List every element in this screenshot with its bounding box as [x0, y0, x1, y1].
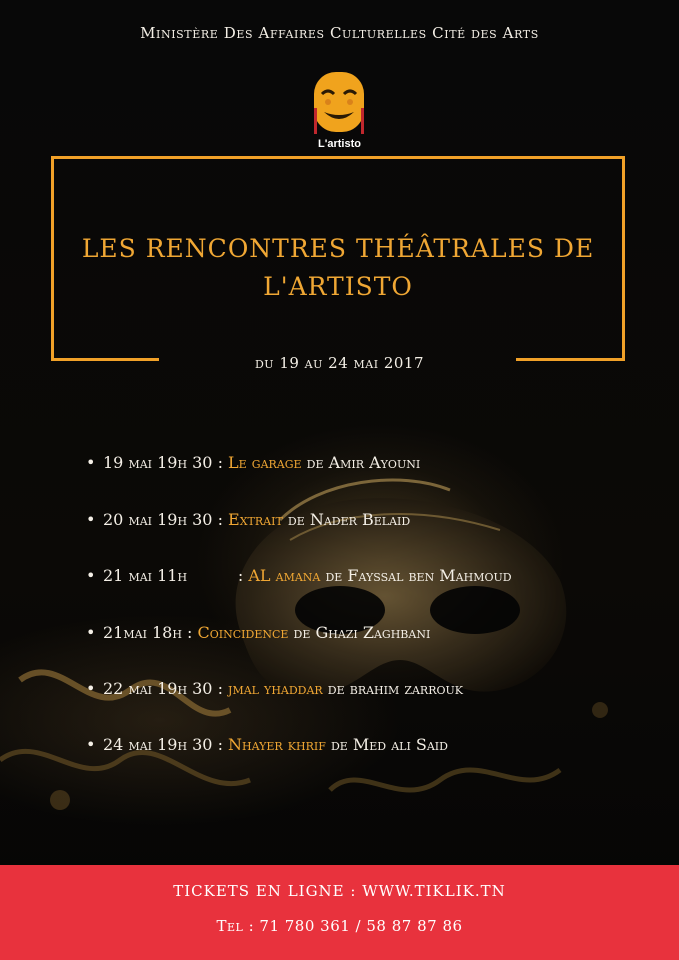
- schedule-item: [86, 510, 410, 529]
- bullet-icon: •: [86, 735, 96, 754]
- logo-text: L'artisto: [318, 138, 361, 150]
- bullet-icon: •: [86, 453, 96, 472]
- play-author: de Ghazi Zaghbani: [288, 623, 431, 642]
- schedule-time: 21 mai 11h :: [103, 566, 249, 585]
- schedule-item: [86, 679, 463, 698]
- event-dates: du 19 au 24 mai 2017: [254, 354, 425, 372]
- frame-border-left: [51, 156, 54, 361]
- frame-border-right: [622, 156, 625, 361]
- tickets-online-text: TICKETS EN LIGNE : WWW.TIKLIK.TN: [173, 882, 506, 900]
- event-title: [60, 230, 616, 306]
- schedule-item: [86, 453, 420, 472]
- schedule-item: [86, 566, 512, 585]
- play-title: Coincidence: [197, 623, 289, 642]
- phone-values: : 71 780 361 / 58 87 87 86: [243, 917, 463, 935]
- frame-border-top: [51, 156, 625, 159]
- schedule-item: [86, 623, 430, 642]
- event-title-line1: LES RENCONTRES THÉÂTRALES DE: [81, 234, 595, 263]
- schedule-time: 20 mai 19h 30 :: [103, 510, 229, 529]
- phone-label: Tel: [216, 917, 244, 935]
- bullet-icon: •: [86, 623, 96, 642]
- ministry-header: Ministère Des Affaires Culturelles Cité des Arts: [140, 24, 539, 42]
- bullet-icon: •: [86, 510, 96, 529]
- schedule-time: 22 mai 19h 30 :: [103, 679, 229, 698]
- schedule-time: 19 mai 19h 30 :: [103, 453, 229, 472]
- bullet-icon: •: [86, 566, 96, 585]
- schedule-time: 24 mai 19h 30 :: [103, 735, 229, 754]
- schedule-time: 21mai 18h :: [103, 623, 198, 642]
- bullet-icon: •: [86, 679, 96, 698]
- event-title-line2: L'ARTISTO: [263, 272, 413, 301]
- play-author: de Med ali Said: [325, 735, 448, 754]
- play-title: Le garage: [228, 453, 302, 472]
- play-title: jmal yhaddar: [228, 679, 323, 698]
- play-author: de Nader Belaid: [282, 510, 411, 529]
- play-title: Extrait: [228, 510, 283, 529]
- schedule-item: [86, 735, 448, 754]
- play-title: AL amana: [248, 566, 321, 585]
- play-author: de Fayssal ben Mahmoud: [320, 566, 512, 585]
- play-title: Nhayer khrif: [228, 735, 326, 754]
- play-author: de Amir Ayouni: [301, 453, 421, 472]
- footer-banner: [0, 865, 679, 960]
- play-author: de brahim zarrouk: [322, 679, 463, 698]
- phone-numbers: [0, 917, 679, 935]
